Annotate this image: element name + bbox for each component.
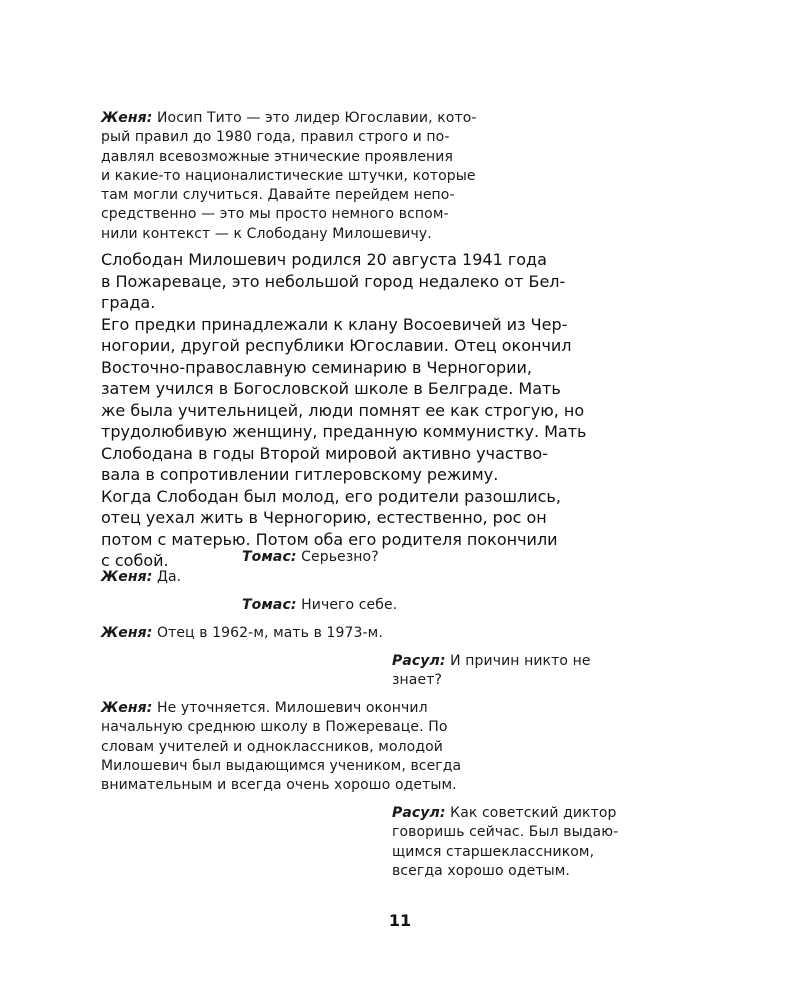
speaker-label: Расул: <box>392 805 446 821</box>
dialogue-line: и какие-то националистические штучки, которые <box>101 167 476 184</box>
narrative-line: затем учился в Богословской школе в Белграде. Мать <box>101 379 561 398</box>
narrative-line: града. <box>101 293 156 312</box>
page-number: 11 <box>388 911 412 930</box>
dialogue-line: говоришь сейчас. Был выдаю- <box>392 824 619 841</box>
dialogue-rasul-2 <box>392 804 618 881</box>
narrative-line: Слободана в годы Второй мировой активно участво- <box>101 443 548 463</box>
narrative-text <box>101 249 586 572</box>
dialogue-line: нили контекст — к Слободану Милошевичу. <box>101 225 432 242</box>
speaker-label: Женя: <box>101 625 153 641</box>
speaker-label: Женя: <box>101 569 153 585</box>
narrative-line: вала в сопротивлении гитлеровскому режиму. <box>101 465 499 484</box>
dialogue-zhenya-3 <box>101 624 383 643</box>
dialogue-line: Ничего себе. <box>301 597 398 613</box>
dialogue-line: Иосип Тито — это лидер Югославии, кото- <box>156 110 477 126</box>
speaker-label: Женя: <box>101 110 153 126</box>
dialogue-line: всегда хорошо одетым. <box>392 862 570 879</box>
dialogue-tomas-1 <box>242 548 379 567</box>
dialogue-line: Как советский диктор <box>450 805 617 821</box>
narrative-line: Восточно-православную семинарию в Черногории, <box>101 357 532 377</box>
narrative-line: с собой. <box>101 551 169 570</box>
narrative-line: отец уехал жить в Черногорию, естественно, рос он <box>101 508 547 527</box>
dialogue-line: И причин никто не <box>450 653 591 669</box>
narrative-line: потом с матерью. Потом оба его родителя покончили <box>101 529 558 549</box>
dialogue-line: Не уточняется. Милошевич окончил <box>156 700 428 716</box>
dialogue-line: знает? <box>392 672 442 689</box>
dialogue-line: Серьезно? <box>301 549 379 565</box>
dialogue-rasul-1 <box>392 652 591 691</box>
dialogue-zhenya-intro <box>101 109 477 244</box>
dialogue-line: внимательным и всегда очень хорошо одетым. <box>101 777 457 794</box>
dialogue-zhenya-4 <box>101 699 461 795</box>
dialogue-tomas-2 <box>242 596 397 615</box>
narrative-line: же была учительницей, люди помнят ее как строгую, но <box>101 400 585 420</box>
speaker-label: Томас: <box>242 597 297 613</box>
dialogue-zhenya-2 <box>101 568 181 587</box>
narrative-line: Когда Слободан был молод, его родители разошлись, <box>101 486 561 506</box>
speaker-label: Женя: <box>101 700 153 716</box>
dialogue-line: Да. <box>156 569 182 585</box>
dialogue-line: Милошевич был выдающимся учеником, всегда <box>101 757 462 774</box>
narrative-line: ногории, другой республики Югославии. Отец окончил <box>101 336 572 355</box>
narrative-line: в Пожареваце, это небольшой город недалеко от Бел- <box>101 271 566 291</box>
dialogue-line: рый правил до 1980 года, правил строго и по- <box>101 129 450 146</box>
speaker-label: Томас: <box>242 549 297 565</box>
narrative-line: Его предки принадлежали к клану Восоевичей из Чер- <box>101 314 568 334</box>
dialogue-line: словам учителей и одноклассников, молодой <box>101 738 443 755</box>
dialogue-line: начальную среднюю школу в Пожереваце. По <box>101 719 448 736</box>
speaker-label: Расул: <box>392 653 446 669</box>
narrative-line: трудолюбивую женщину, преданную коммунистку. Мать <box>101 422 587 441</box>
narrative-line: Слободан Милошевич родился 20 августа 1941 года <box>101 250 547 269</box>
dialogue-line: давлял всевозможные этнические проявления <box>101 148 454 165</box>
dialogue-line: щимся старшеклассником, <box>392 843 595 860</box>
dialogue-line: Отец в 1962-м, мать в 1973-м. <box>156 625 383 641</box>
dialogue-line: там могли случиться. Давайте перейдем непо- <box>101 187 455 204</box>
dialogue-line: средственно — это мы просто немного вспом- <box>101 206 449 223</box>
